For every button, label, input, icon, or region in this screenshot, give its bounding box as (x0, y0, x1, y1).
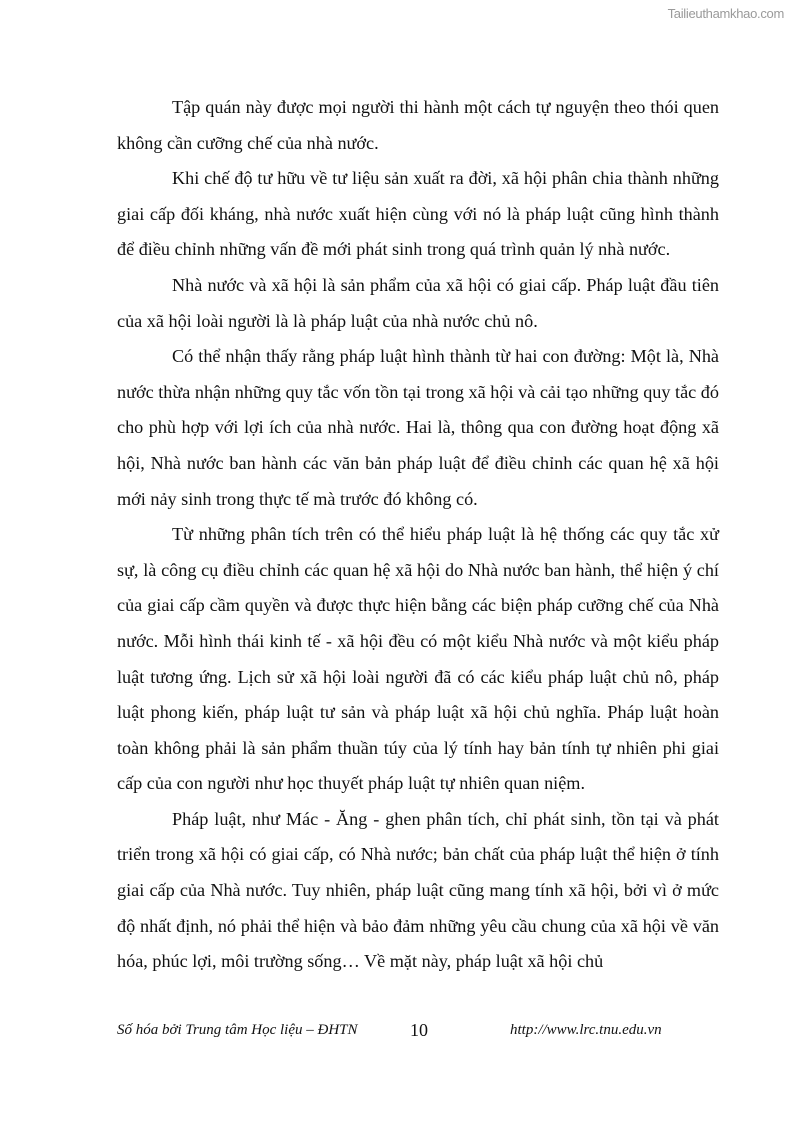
paragraph-definition: Từ những phân tích trên có thể hiểu pháp luật là hệ thống các quy tắc xử sự, là công cụ điều chỉnh các quan hệ xã hội do Nhà nước ban hành, thể hiện ý chí của giai cấp cầm quyền và được thực hiện bằng các biện pháp cưỡng chế của Nhà nước. Mỗi hình thái kinh tế - xã hội đều có một kiểu Nhà nước và một kiểu pháp luật tương ứng. Lịch sử xã hội loài người đã có các kiểu pháp luật chủ nô, pháp luật phong kiến, pháp luật tư sản và pháp luật xã hội chủ nghĩa. Pháp luật hoàn toàn không phải là sản phẩm thuần túy của lý tính hay bản tính tự nhiên phi giai cấp của con người như học thuyết pháp luật tự nhiên quan niệm. (117, 524, 719, 794)
footer-url: http://www.lrc.tnu.edu.vn (510, 1022, 662, 1038)
paragraph-state-and-society: Nhà nước và xã hội là sản phẩm của xã hội có giai cấp. Pháp luật đầu tiên của xã hội loài người là là pháp luật của nhà nước chủ nô. (117, 274, 719, 331)
paragraph-two-paths: Có thể nhận thấy rằng pháp luật hình thành từ hai con đường: Một là, Nhà nước thừa nhận những quy tắc vốn tồn tại trong xã hội và cải tạo những quy tắc đó cho phù hợp với lợi ích của nhà nước. Hai là, thông qua con đường hoạt động xã hội, Nhà nước ban hành các văn bản pháp luật để điều chỉnh các quan hệ xã hội mới nảy sinh trong thực tế mà trước đó không có. (117, 346, 719, 509)
footer-digitized-by: Số hóa bởi Trung tâm Học liệu – ĐHTN (117, 1022, 358, 1038)
paragraph-private-ownership: Khi chế độ tư hữu về tư liệu sản xuất ra đời, xã hội phân chia thành những giai cấp đối kháng, nhà nước xuất hiện cùng với nó là pháp luật cũng hình thành để điều chỉnh những vấn đề mới phát sinh trong quá trình quản lý nhà nước. (117, 168, 719, 260)
document-body (117, 90, 719, 980)
page-footer (117, 1020, 717, 1044)
page-number: 10 (410, 1020, 428, 1040)
paragraph-customs: Tập quán này được mọi người thi hành một cách tự nguyện theo thói quen không cần cưỡng chế của nhà nước. (117, 97, 719, 153)
watermark-text: Tailieuthamkhao.com (667, 6, 784, 21)
paragraph-marx-engels: Pháp luật, như Mác - Ăng - ghen phân tích, chỉ phát sinh, tồn tại và phát triển trong xã hội có giai cấp, có Nhà nước; bản chất của pháp luật thể hiện ở tính giai cấp của Nhà nước. Tuy nhiên, pháp luật cũng mang tính xã hội, bởi vì ở mức độ nhất định, nó phải thể hiện và bảo đảm những yêu cầu chung của xã hội về văn hóa, phúc lợi, môi trường sống… Về mặt này, pháp luật xã hội chủ (117, 808, 719, 972)
